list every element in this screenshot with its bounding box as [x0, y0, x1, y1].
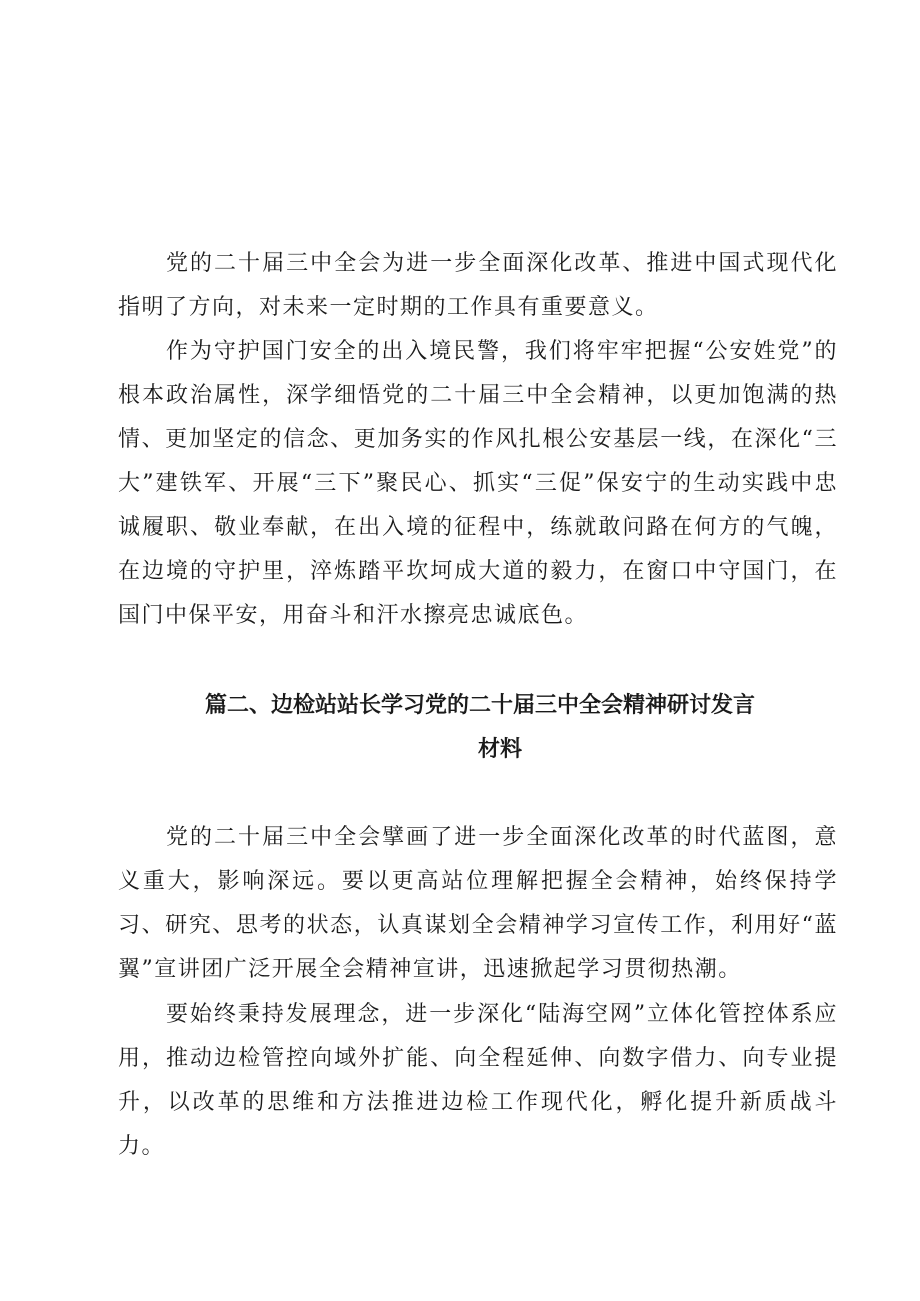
- body-paragraph: 要始终秉持发展理念，进一步深化“陆海空网”立体化管控体系应用，推动边检管控向域外扩能、向全程延伸、向数字借力、向专业提升，以改革的思维和方法推进边检工作现代化，孵化提升新质战斗力。: [118, 1002, 838, 1159]
- body-paragraph: 党的二十届三中全会擘画了进一步全面深化改革的时代蓝图，意义重大，影响深远。要以更高站位理解把握全会精神，始终保持学习、研究、思考的状态，认真谋划全会精神学习宣传工作，利用好“蓝翼”宣讲团广泛开展全会精神宣讲，迅速掀起学习贯彻热潮。: [118, 825, 838, 982]
- body-paragraph: 作为守护国门安全的出入境民警，我们将牢牢把握“公安姓党”的根本政治属性，深学细悟党的二十届三中全会精神，以更加饱满的热情、更加坚定的信念、更加务实的作风扎根公安基层一线，在深化“三大”建铁军、开展“三下”聚民心、抓实“三促”保安宁的生动实践中忠诚履职、敬业奉献，在出入境的征程中，练就敢问路在何方的气魄，在边境的守护里，淬炼踏平坎坷成大道的毅力，在窗口中守国门，在国门中保平安，用奋斗和汗水擦亮忠诚底色。: [118, 339, 838, 628]
- section-heading: 篇二、边检站站长学习党的二十届三中全会精神研讨发言: [204, 693, 755, 718]
- section-heading-continuation: 材料: [477, 737, 522, 762]
- body-paragraph: 党的二十届三中全会为进一步全面深化改革、推进中国式现代化指明了方向，对未来一定时期的工作具有重要意义。: [118, 251, 838, 320]
